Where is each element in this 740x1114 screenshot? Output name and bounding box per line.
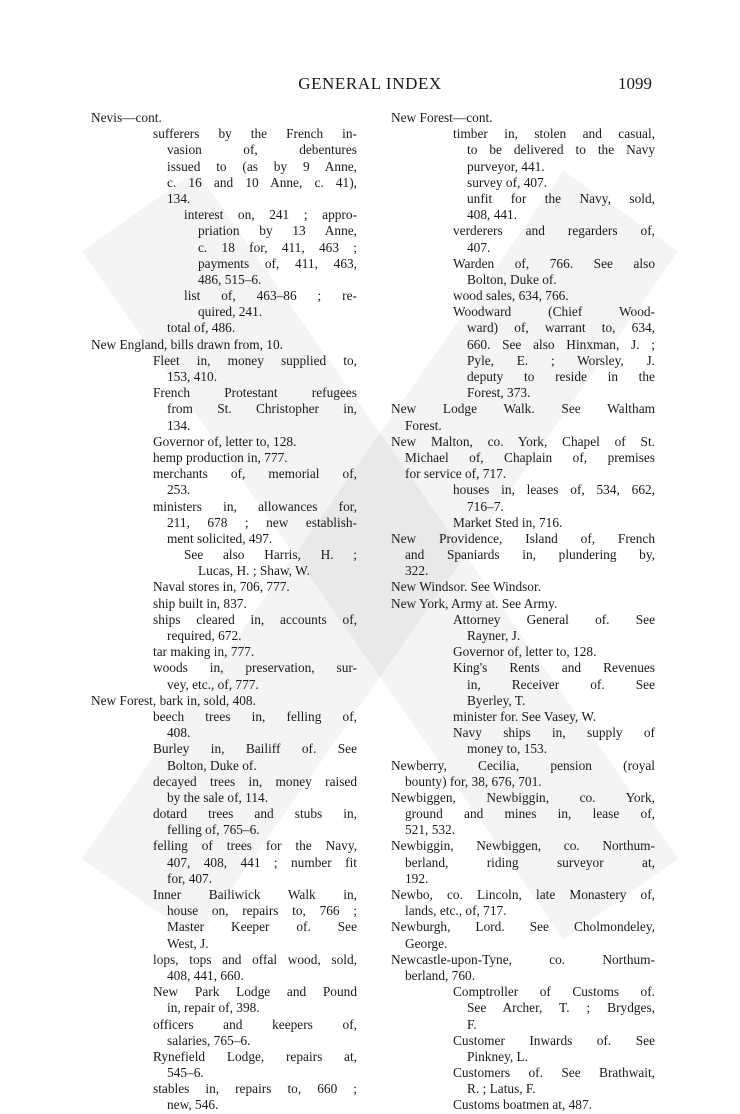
index-line: berland, 760. xyxy=(405,967,476,983)
index-line: Newburgh, Lord. See Cholmondeley, xyxy=(391,919,655,935)
index-line: sufferers by the French in- xyxy=(153,126,357,142)
index-line: c. 18 for, 411, 463 ; xyxy=(198,239,357,255)
index-line: house on, repairs to, 766 ; xyxy=(167,903,357,919)
index-line: ships cleared in, accounts of, xyxy=(153,611,357,627)
index-line: ment solicited, 497. xyxy=(167,530,273,546)
index-line: Pinkney, L. xyxy=(467,1048,529,1064)
index-line: West, J. xyxy=(167,935,209,951)
index-line: New Windsor. See Windsor. xyxy=(391,579,542,595)
index-line: in, repair of, 398. xyxy=(167,1000,260,1016)
index-column-right xyxy=(391,110,655,1114)
index-line: Comptroller of Customs of. xyxy=(453,984,655,1000)
index-line: Newbiggin, Newbiggen, co. Northum- xyxy=(391,838,655,854)
index-line: Michael of, Chaplain of, premises xyxy=(405,449,655,465)
index-line: stables in, repairs to, 660 ; xyxy=(153,1081,357,1097)
page-number: 1099 xyxy=(618,74,652,93)
index-line: Customs boatmen at, 487. xyxy=(453,1097,592,1113)
index-line: Bolton, Duke of. xyxy=(467,271,557,287)
index-line: lands, etc., of, 717. xyxy=(405,903,507,919)
index-line: Nevis—cont. xyxy=(91,110,162,125)
index-line: 521, 532. xyxy=(405,822,456,838)
index-line: Warden of, 766. See also xyxy=(453,255,655,271)
index-line: quired, 241. xyxy=(198,304,263,320)
index-line: 408. xyxy=(167,725,191,741)
index-line: Pyle, E. ; Worsley, J. xyxy=(467,352,655,368)
index-line: houses in, leases of, 534, 662, xyxy=(453,482,655,498)
index-line: hemp production in, 777. xyxy=(153,449,288,465)
index-line: F. xyxy=(467,1016,477,1032)
index-line: c. 16 and 10 Anne, c. 41), xyxy=(167,174,357,190)
index-line: to be delivered to the Navy xyxy=(467,142,655,158)
index-line: 134. xyxy=(167,417,191,433)
index-line: Newbo, co. Lincoln, late Monastery of, xyxy=(391,887,655,902)
index-line: unfit for the Navy, sold, xyxy=(467,190,655,206)
index-line: 408, 441. xyxy=(467,207,518,223)
index-line: Burley in, Bailiff of. See xyxy=(153,741,357,757)
index-line: Governor of, letter to, 128. xyxy=(453,644,597,660)
index-line: New England, bills drawn from, 10. xyxy=(91,336,283,352)
index-line: issued to (as by 9 Anne, xyxy=(167,158,357,174)
index-line: decayed trees in, money raised xyxy=(153,773,357,789)
index-line: merchants of, memorial of, xyxy=(153,466,357,482)
index-line: required, 672. xyxy=(167,628,242,643)
index-line: new, 546. xyxy=(167,1097,219,1113)
index-line: Lucas, H. ; Shaw, W. xyxy=(198,563,310,579)
index-line: Rayner, J. xyxy=(467,628,521,643)
index-line: purveyor, 441. xyxy=(467,158,545,174)
index-line: for, 407. xyxy=(167,870,213,886)
index-line: 545–6. xyxy=(167,1065,204,1081)
index-line: Customer Inwards of. See xyxy=(453,1032,655,1048)
index-line: priation by 13 Anne, xyxy=(198,223,357,239)
index-line: for service of, 717. xyxy=(405,466,507,482)
index-line: Forest. xyxy=(405,417,442,433)
index-line: list of, 463–86 ; re- xyxy=(184,288,357,304)
index-line: beech trees in, felling of, xyxy=(153,708,357,724)
index-line: Inner Bailiwick Walk in, xyxy=(153,887,357,902)
index-line: berland, riding surveyor at, xyxy=(405,854,655,870)
index-line: 322. xyxy=(405,563,429,579)
index-line: 253. xyxy=(167,482,191,498)
index-line: New York, Army at. See Army. xyxy=(391,595,558,611)
index-line: 134. xyxy=(167,190,191,206)
index-line: 153, 410. xyxy=(167,369,218,384)
index-line: Fleet in, money supplied to, xyxy=(153,352,357,368)
index-line: New Malton, co. York, Chapel of St. xyxy=(391,433,655,449)
index-line: 211, 678 ; new establish- xyxy=(167,514,357,530)
index-line: by the sale of, 114. xyxy=(167,789,269,805)
index-line: See Archer, T. ; Brydges, xyxy=(467,1000,655,1016)
index-line: Rynefield Lodge, repairs at, xyxy=(153,1048,357,1064)
index-line: Market Sted in, 716. xyxy=(453,514,563,530)
index-line: See also Harris, H. ; xyxy=(184,547,357,563)
index-line: verderers and regarders of, xyxy=(453,223,655,239)
index-line: money to, 153. xyxy=(467,741,548,757)
index-line: dotard trees and stubs in, xyxy=(153,806,357,822)
index-line: Master Keeper of. See xyxy=(167,919,357,935)
index-line: Attorney General of. See xyxy=(453,611,655,627)
index-line: New Forest—cont. xyxy=(391,110,493,125)
index-line: New Lodge Walk. See Waltham xyxy=(391,401,655,417)
index-line: 408, 441, 660. xyxy=(167,967,244,983)
index-line: George. xyxy=(405,935,448,951)
index-line: Newcastle-upon-Tyne, co. Northum- xyxy=(391,951,655,967)
index-line: in, Receiver of. See xyxy=(467,676,655,692)
index-line: Governor of, letter to, 128. xyxy=(153,433,297,449)
index-line: New Forest, bark in, sold, 408. xyxy=(91,692,256,708)
index-line: bounty) for, 38, 676, 701. xyxy=(405,773,542,789)
index-line: deputy to reside in the xyxy=(467,369,655,384)
index-line: ward) of, warrant to, 634, xyxy=(467,320,655,336)
page-title: GENERAL INDEX xyxy=(298,74,442,93)
index-line: survey of, 407. xyxy=(467,174,548,190)
index-line: salaries, 765–6. xyxy=(167,1032,251,1048)
index-line: Navy ships in, supply of xyxy=(453,725,655,741)
index-line: interest on, 241 ; appro- xyxy=(184,207,357,223)
index-line: vey, etc., of, 777. xyxy=(167,676,259,692)
index-line: woods in, preservation, sur- xyxy=(153,660,357,676)
index-line: ministers in, allowances for, xyxy=(153,498,357,514)
index-line: New Providence, Island of, French xyxy=(391,530,655,546)
index-line: Byerley, T. xyxy=(467,692,526,708)
index-line: Customers of. See Brathwait, xyxy=(453,1065,655,1081)
index-line: Naval stores in, 706, 777. xyxy=(153,579,290,595)
index-line: felling of trees for the Navy, xyxy=(153,838,357,854)
index-line: Newberry, Cecilia, pension (royal xyxy=(391,757,655,773)
index-line: felling of, 765–6. xyxy=(167,822,260,838)
index-line: ship built in, 837. xyxy=(153,595,247,611)
index-line: from St. Christopher in, xyxy=(167,401,357,417)
index-line: timber in, stolen and casual, xyxy=(453,126,655,142)
index-line: 407, 408, 441 ; number fit xyxy=(167,854,357,870)
index-line: and Spaniards in, plundering by, xyxy=(405,547,655,563)
index-line: ground and mines in, lease of, xyxy=(405,806,655,822)
index-line: total of, 486. xyxy=(167,320,236,336)
index-line: tar making in, 777. xyxy=(153,644,255,660)
index-line: vasion of, debentures xyxy=(167,142,357,158)
index-line: R. ; Latus, F. xyxy=(467,1081,536,1097)
index-line: officers and keepers of, xyxy=(153,1016,357,1032)
index-line: Bolton, Duke of. xyxy=(167,757,257,773)
index-line: 192. xyxy=(405,870,429,886)
index-line: 660. See also Hinxman, J. ; xyxy=(467,336,655,352)
index-line: payments of, 411, 463, xyxy=(198,255,357,271)
index-line: New Park Lodge and Pound xyxy=(153,984,357,1000)
index-line: 407. xyxy=(467,239,491,255)
index-column-left xyxy=(91,110,357,1114)
index-line: King's Rents and Revenues xyxy=(453,660,655,676)
index-line: French Protestant refugees xyxy=(153,385,357,401)
index-line: wood sales, 634, 766. xyxy=(453,288,569,304)
index-line: Forest, 373. xyxy=(467,385,531,401)
index-line: minister for. See Vasey, W. xyxy=(453,708,597,724)
index-line: 486, 515–6. xyxy=(198,271,262,287)
index-line: lops, tops and offal wood, sold, xyxy=(153,951,357,967)
index-line: 716–7. xyxy=(467,498,504,514)
index-line: Woodward (Chief Wood- xyxy=(453,304,655,320)
index-line: Newbiggen, Newbiggin, co. York, xyxy=(391,789,655,805)
